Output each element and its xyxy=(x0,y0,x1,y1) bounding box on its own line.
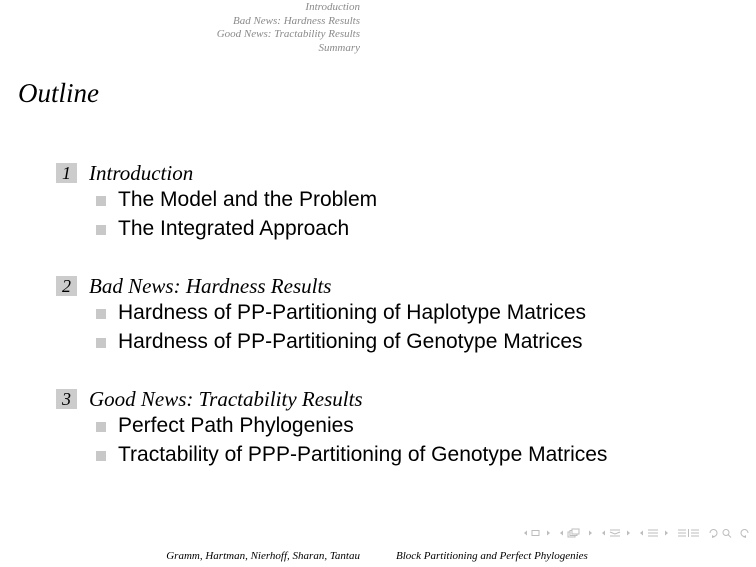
square-bullet-icon xyxy=(96,451,106,461)
section-title[interactable]: Good News: Tractability Results xyxy=(89,387,363,411)
frame-title: Outline xyxy=(18,78,99,108)
subsection-title[interactable]: Hardness of PP-Partitioning of Haplotype Matrices xyxy=(118,301,587,324)
footer-presentation-title: Block Partitioning and Perfect Phylogenies xyxy=(396,550,588,562)
square-bullet-icon xyxy=(96,225,106,235)
square-bullet-icon xyxy=(96,196,106,206)
section-nav-icon[interactable] xyxy=(638,528,670,543)
subsection-title[interactable]: Tractability of PPP-Partitioning of Genotype Matrices xyxy=(118,443,608,466)
section-number-box: 1 xyxy=(56,163,77,183)
navigation-symbols xyxy=(522,528,750,542)
square-bullet-icon xyxy=(96,309,106,319)
header-section-link[interactable]: Bad News: Hardness Results xyxy=(232,14,360,27)
section-title[interactable]: Introduction xyxy=(89,161,194,185)
slide-nav-icon[interactable] xyxy=(522,528,552,543)
square-bullet-icon xyxy=(96,422,106,432)
header-section-link[interactable]: Good News: Tractability Results xyxy=(216,28,360,41)
subsection-title[interactable]: The Integrated Approach xyxy=(118,217,350,240)
square-bullet-icon xyxy=(96,338,106,348)
section-number-box: 3 xyxy=(56,389,77,409)
section-title[interactable]: Bad News: Hardness Results xyxy=(89,274,332,298)
subsection-title[interactable]: Perfect Path Phylogenies xyxy=(118,414,354,437)
header-section-link[interactable]: Summary xyxy=(318,41,360,54)
search-icon[interactable] xyxy=(708,528,750,543)
footer-authors: Gramm, Hartman, Nierhoff, Sharan, Tantau xyxy=(166,550,360,562)
frame-nav-icon[interactable] xyxy=(558,528,594,543)
section-number-box: 2 xyxy=(56,276,77,296)
subsection-nav-icon[interactable] xyxy=(600,528,632,543)
header-section-link[interactable]: Introduction xyxy=(305,1,360,13)
document-nav-icon[interactable] xyxy=(676,528,702,543)
subsection-title[interactable]: Hardness of PP-Partitioning of Genotype Matrices xyxy=(118,330,583,353)
header-section-navigation xyxy=(217,1,360,55)
subsection-title[interactable]: The Model and the Problem xyxy=(118,188,378,211)
